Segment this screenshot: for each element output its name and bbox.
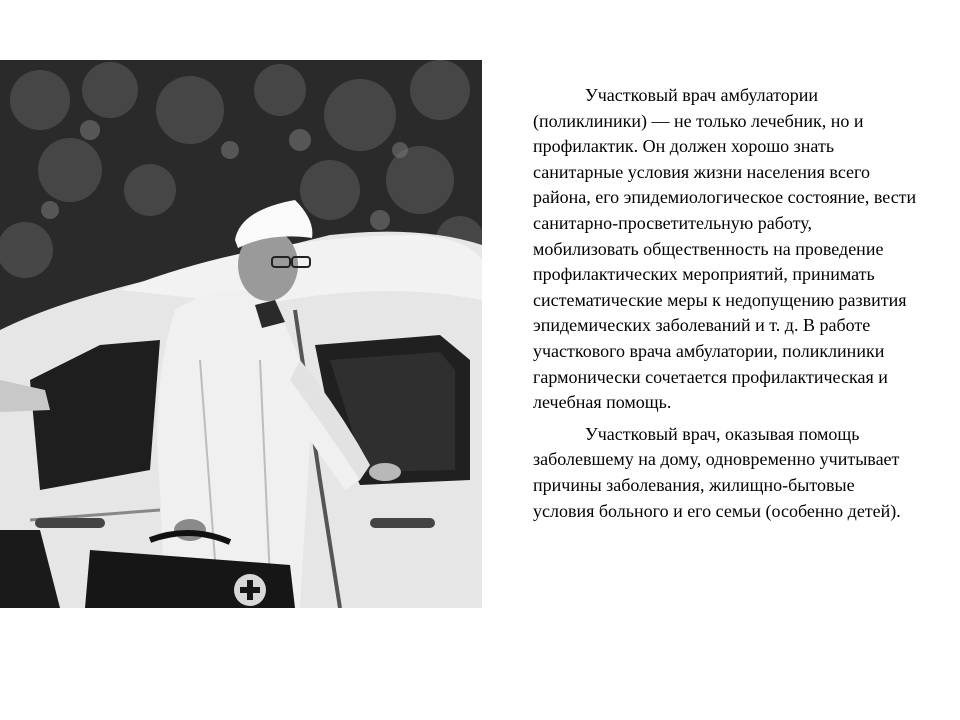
paragraph-1: Участковый врач амбулатории (поликлиники) — не только лечебник, но и профилактик. Он должен хорошо знать санитарные условия жизни населения всего района, его эпидемиологическое состояние, вести санитарно-просветительную работу, мобилизовать общественность на проведение профилактических мероприятий, принимать систематические меры к недопущению развития эпидемических заболеваний и т. д. В работе участкового врача амбулатории, поликлиники гармонически сочетается профилактическая и лечебная помощь.: [533, 85, 917, 413]
doctor-photo-icon: [0, 60, 482, 608]
paragraph-2: Участковый врач, оказывая помощь заболевшему на дому, одновременно учитывает причины заболевания, жилищно-бытовые условия больного и его семьи (особенно детей).: [533, 423, 901, 521]
doctor-photo: [0, 60, 482, 608]
text-block: [533, 83, 918, 530]
